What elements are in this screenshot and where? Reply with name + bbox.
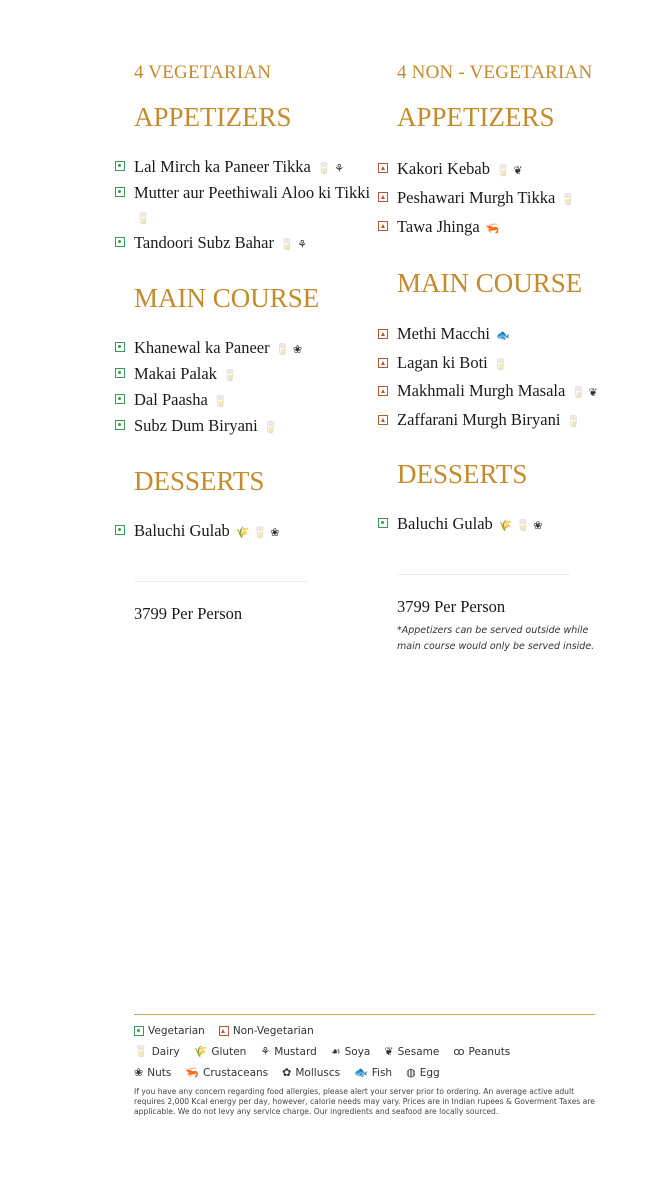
allergen-icons: 🥛 bbox=[566, 414, 581, 428]
allergen-icons: 🦐 bbox=[485, 222, 500, 235]
allergen-legend-row bbox=[134, 1045, 595, 1058]
appetizers-list bbox=[397, 155, 637, 242]
legend-gluten: 🌾 Gluten bbox=[193, 1045, 247, 1058]
nonveg-mark-icon bbox=[378, 221, 388, 231]
crustaceans-icon: 🦐 bbox=[185, 1066, 200, 1079]
legend-fish: 🐟 Fish bbox=[354, 1066, 393, 1079]
list-item: Mutter aur Peethiwali Aloo ki Tikki 🥛 bbox=[134, 181, 374, 231]
nonveg-mark-icon bbox=[378, 415, 388, 425]
allergen-icons: 🥛 bbox=[213, 395, 228, 408]
veg-mark-icon bbox=[115, 525, 125, 535]
diet-legend-row bbox=[134, 1025, 595, 1037]
list-item: Dal Paasha 🥛 bbox=[134, 388, 374, 414]
list-item: Tandoori Subz Bahar 🥛 ⚘ bbox=[134, 231, 374, 257]
allergen-legend-row bbox=[134, 1066, 595, 1079]
legend-dairy: 🥛 Dairy bbox=[134, 1045, 180, 1058]
legend-egg: ◍ Egg bbox=[406, 1066, 440, 1079]
appetizers-list bbox=[134, 155, 374, 257]
column-heading: 4 VEGETARIAN bbox=[134, 62, 272, 83]
list-item: Makai Palak 🥛 bbox=[134, 362, 374, 388]
list-item: Khanewal ka Paneer 🥛 ❀ bbox=[134, 336, 374, 362]
legend-non-vegetarian: Non-Vegetarian bbox=[219, 1025, 314, 1037]
nonveg-mark-icon bbox=[378, 163, 388, 173]
list-item: Zaffarani Murgh Biryani 🥛 bbox=[397, 407, 637, 436]
nonveg-mark-icon bbox=[219, 1026, 229, 1036]
fish-icon: 🐟 bbox=[354, 1066, 368, 1079]
nonveg-mark-icon bbox=[378, 329, 388, 339]
column-heading: 4 NON - VEGETARIAN bbox=[397, 62, 593, 83]
non-vegetarian-menu-column bbox=[397, 62, 637, 655]
main-course-list bbox=[134, 336, 374, 440]
nonveg-mark-icon bbox=[378, 386, 388, 396]
nuts-icon: ❀ bbox=[134, 1066, 144, 1079]
veg-mark-icon bbox=[134, 1026, 144, 1036]
legend-peanuts: ꝏ Peanuts bbox=[453, 1045, 511, 1058]
section-title: DESSERTS bbox=[134, 466, 265, 496]
veg-mark-icon bbox=[115, 394, 125, 404]
legend-molluscs: ✿ Molluscs bbox=[282, 1066, 341, 1079]
nonveg-mark-icon bbox=[378, 192, 388, 202]
price-text: 3799 Per Person bbox=[397, 597, 506, 616]
veg-mark-icon bbox=[115, 420, 125, 430]
vegetarian-menu-column bbox=[134, 62, 374, 624]
section-title: MAIN COURSE bbox=[134, 283, 320, 313]
veg-mark-icon bbox=[115, 342, 125, 352]
allergen-icons: 🥛 ❦ bbox=[571, 386, 598, 399]
list-item: Baluchi Gulab 🌾 🥛 ❀ bbox=[397, 512, 637, 538]
mustard-icon: ⚘ bbox=[260, 1045, 271, 1058]
list-item: Kakori Kebab 🥛 ❦ bbox=[397, 155, 637, 184]
divider bbox=[134, 581, 307, 582]
desserts-list bbox=[134, 519, 374, 545]
soya-icon: ☙ bbox=[330, 1045, 341, 1058]
list-item: Peshawari Murgh Tikka 🥛 bbox=[397, 184, 637, 213]
veg-mark-icon bbox=[378, 518, 388, 528]
section-title: APPETIZERS bbox=[134, 102, 292, 132]
list-item: Makhmali Murgh Masala 🥛 ❦ bbox=[397, 378, 637, 407]
egg-icon: ◍ bbox=[406, 1066, 416, 1079]
allergen-icons: 🥛 ❦ bbox=[496, 164, 523, 177]
peanuts-icon: ꝏ bbox=[453, 1045, 465, 1058]
veg-mark-icon bbox=[115, 187, 125, 197]
list-item: Lal Mirch ka Paneer Tikka 🥛 ⚘ bbox=[134, 155, 374, 181]
allergen-icons: 🌾 🥛 ❀ bbox=[235, 526, 280, 539]
legend-vegetarian: Vegetarian bbox=[134, 1025, 205, 1037]
gluten-icon: 🌾 bbox=[193, 1045, 208, 1058]
legend-soya: ☙ Soya bbox=[330, 1045, 371, 1058]
legend-mustard: ⚘ Mustard bbox=[260, 1045, 317, 1058]
divider bbox=[397, 574, 570, 575]
sesame-icon: ❦ bbox=[384, 1045, 394, 1058]
section-title: DESSERTS bbox=[397, 459, 528, 489]
legend-sesame: ❦ Sesame bbox=[384, 1045, 440, 1058]
list-item: Methi Macchi 🐟 bbox=[397, 321, 637, 350]
main-course-list bbox=[397, 321, 637, 435]
legend-nuts: ❀ Nuts bbox=[134, 1066, 172, 1079]
molluscs-icon: ✿ bbox=[282, 1066, 292, 1079]
allergy-disclaimer: If you have any concern regarding food allergies, please alert your server prior to ordering. An average active adult requires 2,000 Kcal energy per day, however, calorie needs may vary. Prices are in Indian rupees & Goverment Taxes are applicable. We do not levy any service charge. Our ingredients and seafood are locally sourced. bbox=[134, 1087, 595, 1116]
price-text: 3799 Per Person bbox=[134, 604, 243, 623]
list-item: Lagan ki Boti 🥛 bbox=[397, 350, 637, 379]
allergen-icons: 🥛 ⚘ bbox=[317, 162, 345, 175]
list-item: Baluchi Gulab 🌾 🥛 ❀ bbox=[134, 519, 374, 545]
allergen-icons: 🥛 bbox=[493, 357, 508, 371]
allergen-icons: 🥛 bbox=[561, 193, 576, 206]
veg-mark-icon bbox=[115, 237, 125, 247]
list-item: Tawa Jhinga 🦐 bbox=[397, 213, 637, 242]
allergen-icons: 🐟 bbox=[496, 329, 510, 342]
allergen-icons: 🥛 bbox=[136, 212, 150, 225]
veg-mark-icon bbox=[115, 368, 125, 378]
dairy-icon: 🥛 bbox=[134, 1045, 148, 1058]
section-title: MAIN COURSE bbox=[397, 268, 583, 298]
list-item: Subz Dum Biryani 🥛 bbox=[134, 414, 374, 440]
allergen-icons: 🌾 🥛 ❀ bbox=[498, 519, 543, 532]
section-title: APPETIZERS bbox=[397, 102, 555, 132]
allergen-legend bbox=[134, 1014, 595, 1117]
allergen-icons: 🥛 bbox=[223, 369, 237, 382]
allergen-icons: 🥛 bbox=[263, 421, 278, 434]
legend-crustaceans: 🦐 Crustaceans bbox=[185, 1066, 269, 1079]
allergen-icons: 🥛 ⚘ bbox=[280, 238, 308, 251]
service-note: *Appetizers can be served outside while main course would only be served inside. bbox=[397, 625, 595, 652]
allergen-icons: 🥛 ❀ bbox=[275, 343, 303, 356]
veg-mark-icon bbox=[115, 161, 125, 171]
desserts-list bbox=[397, 512, 637, 538]
nonveg-mark-icon bbox=[378, 358, 388, 368]
